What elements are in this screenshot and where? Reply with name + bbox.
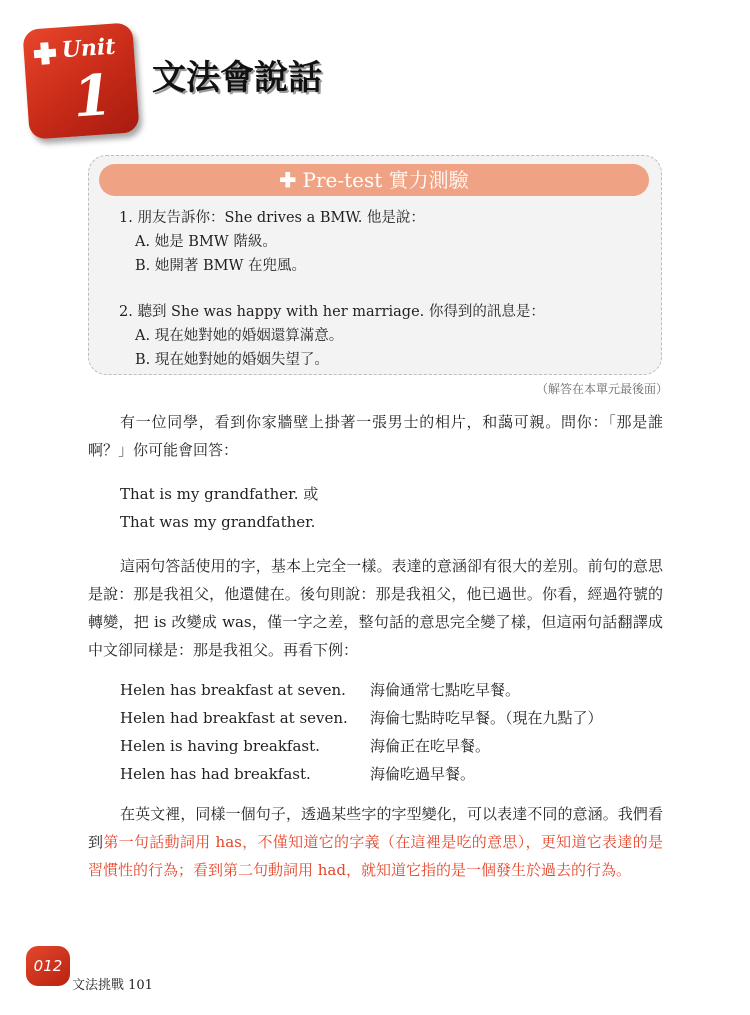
example-english: Helen is having breakfast.	[120, 737, 320, 755]
unit-badge	[22, 22, 139, 139]
example-chinese: 海倫七點時吃早餐。（現在九點了）	[370, 709, 603, 727]
plus-icon	[33, 42, 56, 65]
example-row	[120, 704, 603, 732]
paragraph-3-highlight: 第一句話動詞用 has，不僅知道它的字義（在這裡是吃的意思），更知道它表達的是習慣性的行為；看到第二句動詞用 had，就知道它指的是一個發生於過去的行為。	[88, 833, 663, 879]
example-english: Helen has breakfast at seven.	[120, 681, 346, 699]
example-english: Helen had breakfast at seven.	[120, 709, 348, 727]
pretest-questions	[119, 206, 545, 372]
english-examples	[120, 480, 318, 536]
example-row	[120, 760, 603, 788]
answer-note: （解答在本單元最後面）	[535, 382, 668, 396]
example-chinese: 海倫通常七點吃早餐。	[370, 681, 521, 699]
paragraph-3	[88, 800, 663, 884]
paragraph-2: 這兩句答話使用的字，基本上完全一樣。表達的意涵卻有很大的差別。前句的意思是說：那是我祖父，他還健在。後句則說：那是我祖父，他已過世。你看，經過符號的轉變，把 is 改變成 was，僅一字之差，整句話的意思完全變了樣，但這兩句話翻譯成中文卻同樣是：那是我祖父。再看下例：	[88, 557, 663, 659]
question-1: 1. 朋友告訴你：She drives a BMW. 他是說：	[119, 210, 425, 226]
example-english: Helen has had breakfast.	[120, 765, 311, 783]
unit-number: 1	[70, 61, 115, 131]
question-1-option-b: B. 她開著 BMW 在兜風。	[135, 258, 306, 274]
english-line-2: That was my grandfather.	[120, 513, 316, 531]
pretest-header	[99, 164, 649, 196]
question-2: 2. 聽到 She was happy with her marriage. 你得到的訊息是：	[119, 304, 545, 320]
question-2-option-a: A. 現在她對她的婚姻還算滿意。	[135, 328, 344, 344]
question-2-option-b: B. 現在她對她的婚姻失望了。	[135, 352, 329, 368]
example-row	[120, 732, 603, 760]
question-1-option-a: A. 她是 BMW 階級。	[135, 234, 277, 250]
plus-icon: ✚	[279, 168, 297, 192]
page-number: 012	[26, 946, 70, 986]
pretest-header-label: Pre-test 實力測驗	[302, 168, 469, 192]
pretest-box	[88, 155, 662, 375]
unit-word: Unit	[60, 33, 117, 64]
paragraph-1: 有一位同學，看到你家牆壁上掛著一張男士的相片，和藹可親。問你：「那是誰啊？」你可能會回答：	[88, 413, 663, 459]
book-title: 文法挑戰 101	[72, 978, 153, 993]
paragraph-3-plain: 在英文裡，同樣一個句子，透過某些字的字型變化，可以表達不同的意涵。我們看到	[88, 805, 663, 851]
example-table	[120, 676, 603, 788]
example-chinese: 海倫正在吃早餐。	[370, 737, 491, 755]
example-chinese: 海倫吃過早餐。	[370, 765, 476, 783]
example-row	[120, 676, 603, 704]
page-title: 文法會說話	[152, 58, 322, 98]
english-line-1: That is my grandfather. 或	[120, 485, 319, 503]
